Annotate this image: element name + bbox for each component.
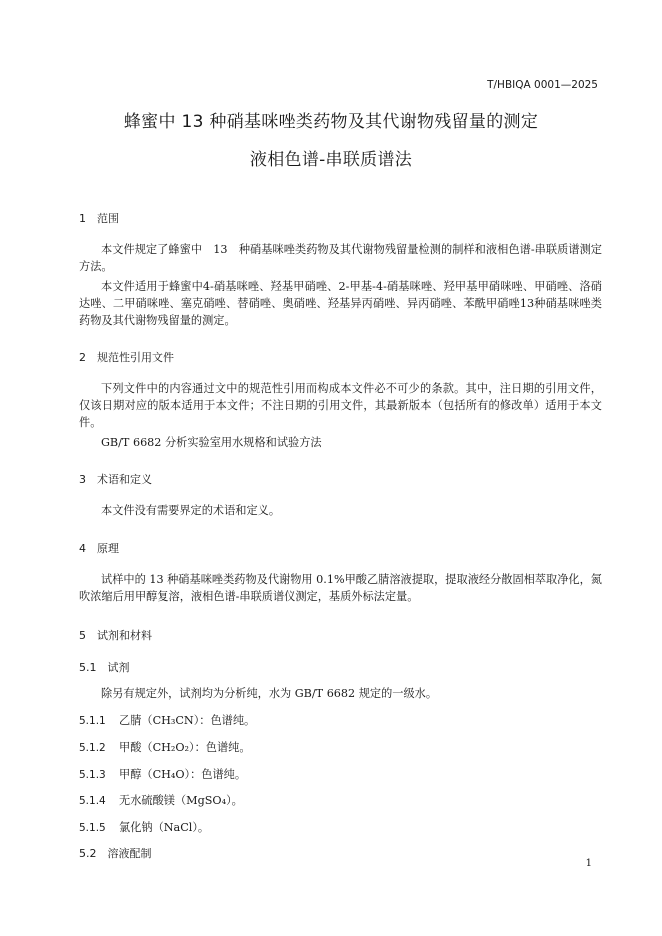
document-title: 蜂蜜中 13 种硝基咪唑类药物及其代谢物残留量的测定	[123, 112, 539, 132]
section-5-1-paragraph: 除另有规定外，试剂均为分析纯，水为 GB/T 6682 规定的一级水。	[101, 687, 438, 700]
reagent-item-number: 5.1.5	[79, 822, 106, 834]
section-3-paragraph-1: 本文件没有需要界定的术语和定义。	[101, 504, 281, 517]
section-1-paragraph-2: 本文件适用于蜂蜜中4-硝基咪唑、羟基甲硝唑、2-甲基-4-硝基咪唑、羟甲基甲硝咪唑、甲硝唑、洛硝达唑、二甲硝咪唑、塞克硝唑、替硝唑、奥硝唑、羟基异丙硝唑、异丙硝唑、苯酰甲硝唑13种硝基咪唑类药物及其代谢物残留量的测定。	[79, 280, 602, 327]
reagent-item-number: 5.1.1	[79, 715, 106, 727]
normative-reference-1: GB/T 6682 分析实验室用水规格和试验方法	[101, 436, 322, 449]
reagent-item-text: 无水硫酸镁（MgSO₄）。	[119, 794, 243, 807]
section-1-paragraph-1: 本文件规定了蜂蜜中 13 种硝基咪唑类药物及其代谢物残留量检测的制样和液相色谱-串联质谱测定方法。	[79, 243, 602, 273]
section-3-heading: 3 术语和定义	[79, 473, 152, 486]
reagent-item-text: 氯化钠（NaCl）。	[119, 821, 210, 834]
reagent-item-number: 5.1.4	[79, 795, 106, 807]
reagent-item	[79, 819, 209, 835]
section-4-paragraph-1: 试样中的 13 种硝基咪唑类药物及代谢物用 0.1%甲酸乙腈溶液提取，提取液经分散固相萃取净化，氮吹浓缩后用甲醇复溶，液相色谱-串联质谱仪测定，基质外标法定量。	[79, 573, 602, 603]
section-5-heading: 5 试剂和材料	[79, 629, 152, 642]
reagent-item	[79, 739, 251, 755]
section-2-paragraph-1: 下列文件中的内容通过文中的规范性引用而构成本文件必不可少的条款。其中，注日期的引用文件，仅该日期对应的版本适用于本文件；不注日期的引用文件，其最新版本（包括所有的修改单）适用于本文件。	[79, 382, 602, 429]
section-5-1-heading: 5.1 试剂	[79, 661, 130, 674]
document-subtitle: 液相色谱-串联质谱法	[249, 150, 413, 170]
reagent-item	[79, 792, 243, 808]
section-2-heading: 2 规范性引用文件	[79, 351, 174, 364]
reagent-item-number: 5.1.3	[79, 769, 106, 781]
page-number: 1	[585, 858, 592, 869]
reagent-item	[79, 712, 255, 728]
section-4-heading: 4 原理	[79, 542, 119, 555]
section-5-2-heading: 5.2 溶液配制	[79, 847, 152, 860]
document-number: T/HBIQA 0001—2025	[487, 79, 598, 91]
reagent-item-number: 5.1.2	[79, 742, 106, 754]
reagent-item-text: 乙腈（CH₃CN）：色谱纯。	[119, 714, 256, 727]
reagent-item-text: 甲酸（CH₂O₂）：色谱纯。	[119, 741, 251, 754]
reagent-item-text: 甲醇（CH₄O）：色谱纯。	[119, 768, 247, 781]
reagent-item	[79, 766, 246, 782]
section-1-heading: 1 范围	[79, 212, 119, 225]
